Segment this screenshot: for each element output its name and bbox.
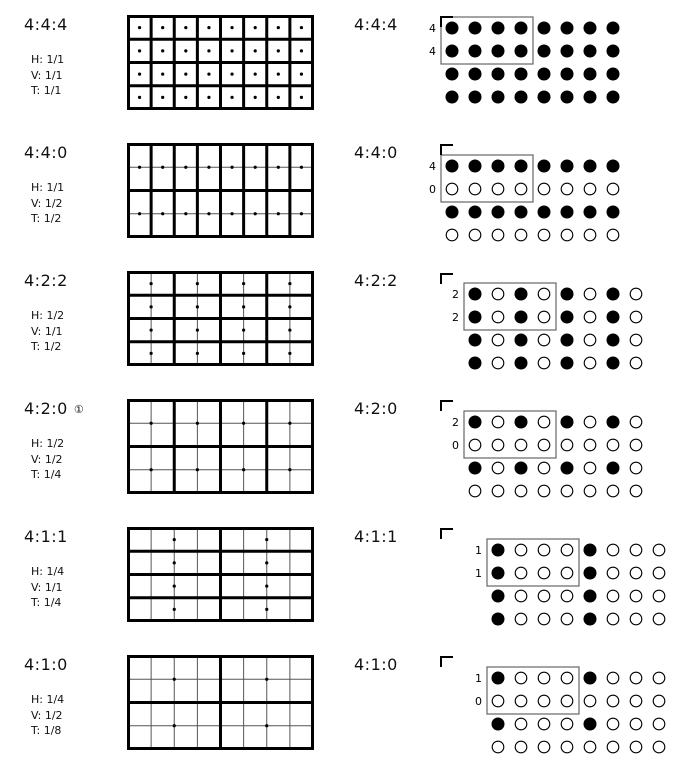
empty-sample-dot: [630, 567, 642, 579]
empty-sample-dot: [653, 613, 665, 625]
filled-sample-dot: [446, 91, 459, 104]
empty-sample-dot: [607, 672, 619, 684]
filled-sample-dot: [584, 160, 597, 173]
empty-sample-dot: [538, 718, 550, 730]
filled-sample-dot: [469, 288, 482, 301]
empty-sample-dot: [630, 672, 642, 684]
corner-mark: [441, 657, 453, 667]
empty-sample-dot: [469, 229, 481, 241]
filled-sample-dot: [607, 206, 620, 219]
row-label: 1: [475, 567, 482, 580]
empty-sample-dot: [561, 567, 573, 579]
empty-sample-dot: [584, 695, 596, 707]
filled-sample-dot: [469, 462, 482, 475]
sampling-pattern: [0, 655, 693, 765]
empty-sample-dot: [653, 718, 665, 730]
v-ratio: V: 1/1: [31, 580, 63, 594]
filled-sample-dot: [561, 45, 574, 58]
t-ratio: T: 1/2: [31, 212, 62, 225]
h-ratio: H: 1/2: [31, 309, 65, 322]
filled-sample-dot: [538, 22, 551, 35]
empty-sample-dot: [653, 567, 665, 579]
empty-sample-dot: [492, 288, 504, 300]
filled-sample-dot: [607, 160, 620, 173]
sampling-pattern: [0, 15, 693, 125]
empty-sample-dot: [538, 567, 550, 579]
filled-sample-dot: [584, 718, 597, 731]
scheme-name: 4:1:0: [24, 655, 68, 674]
filled-sample-dot: [492, 613, 505, 626]
empty-sample-dot: [584, 183, 596, 195]
empty-sample-dot: [538, 613, 550, 625]
empty-sample-dot: [653, 544, 665, 556]
scheme-section-420: [0, 399, 693, 527]
empty-sample-dot: [630, 334, 642, 346]
filled-sample-dot: [584, 672, 597, 685]
filled-sample-dot: [515, 334, 528, 347]
filled-sample-dot: [584, 206, 597, 219]
sampling-pattern: [0, 271, 693, 381]
filled-sample-dot: [446, 160, 459, 173]
empty-sample-dot: [561, 544, 573, 556]
filled-sample-dot: [469, 416, 482, 429]
empty-sample-dot: [561, 229, 573, 241]
filled-sample-dot: [584, 544, 597, 557]
empty-sample-dot: [561, 183, 573, 195]
empty-sample-dot: [515, 590, 527, 602]
empty-sample-dot: [561, 485, 573, 497]
empty-sample-dot: [538, 288, 550, 300]
v-ratio: V: 1/1: [31, 68, 63, 82]
pattern-title: 4:1:1: [354, 527, 398, 546]
empty-sample-dot: [515, 613, 527, 625]
filled-sample-dot: [469, 206, 482, 219]
sampling-pattern: [0, 143, 693, 253]
empty-sample-dot: [607, 741, 619, 753]
row-label: 2: [452, 311, 459, 324]
filled-sample-dot: [492, 68, 505, 81]
empty-sample-dot: [515, 229, 527, 241]
filled-sample-dot: [607, 22, 620, 35]
filled-sample-dot: [584, 613, 597, 626]
filled-sample-dot: [561, 206, 574, 219]
scheme-name: 4:4:0: [24, 143, 68, 162]
empty-sample-dot: [584, 741, 596, 753]
empty-sample-dot: [607, 229, 619, 241]
empty-sample-dot: [653, 695, 665, 707]
empty-sample-dot: [630, 357, 642, 369]
empty-sample-dot: [584, 288, 596, 300]
empty-sample-dot: [492, 741, 504, 753]
empty-sample-dot: [630, 485, 642, 497]
row-label: 2: [452, 416, 459, 429]
filled-sample-dot: [469, 357, 482, 370]
empty-sample-dot: [492, 695, 504, 707]
t-ratio: T: 1/4: [31, 468, 62, 481]
empty-sample-dot: [515, 485, 527, 497]
empty-sample-dot: [607, 613, 619, 625]
filled-sample-dot: [561, 22, 574, 35]
filled-sample-dot: [584, 45, 597, 58]
v-ratio: V: 1/2: [31, 196, 63, 210]
empty-sample-dot: [515, 544, 527, 556]
empty-sample-dot: [630, 718, 642, 730]
empty-sample-dot: [492, 485, 504, 497]
filled-sample-dot: [607, 462, 620, 475]
empty-sample-dot: [538, 544, 550, 556]
filled-sample-dot: [469, 22, 482, 35]
empty-sample-dot: [515, 439, 527, 451]
scheme-name: 4:4:4: [24, 15, 68, 34]
filled-sample-dot: [561, 462, 574, 475]
empty-sample-dot: [561, 590, 573, 602]
filled-sample-dot: [446, 68, 459, 81]
h-ratio: H: 1/4: [31, 565, 65, 578]
row-label: 4: [429, 160, 436, 173]
empty-sample-dot: [515, 718, 527, 730]
empty-sample-dot: [561, 672, 573, 684]
filled-sample-dot: [607, 45, 620, 58]
v-ratio: V: 1/1: [31, 324, 63, 338]
empty-sample-dot: [515, 695, 527, 707]
filled-sample-dot: [492, 206, 505, 219]
empty-sample-dot: [653, 672, 665, 684]
row-label: 0: [452, 439, 459, 452]
t-ratio: T: 1/4: [31, 596, 62, 609]
filled-sample-dot: [492, 91, 505, 104]
row-label: 2: [452, 288, 459, 301]
empty-sample-dot: [630, 544, 642, 556]
corner-mark: [441, 274, 453, 284]
filled-sample-dot: [492, 718, 505, 731]
empty-sample-dot: [492, 311, 504, 323]
filled-sample-dot: [538, 206, 551, 219]
filled-sample-dot: [607, 311, 620, 324]
filled-sample-dot: [469, 334, 482, 347]
filled-sample-dot: [492, 544, 505, 557]
empty-sample-dot: [492, 183, 504, 195]
empty-sample-dot: [492, 334, 504, 346]
sampling-pattern: [0, 527, 693, 637]
filled-sample-dot: [492, 590, 505, 603]
empty-sample-dot: [515, 183, 527, 195]
empty-sample-dot: [561, 718, 573, 730]
filled-sample-dot: [607, 68, 620, 81]
filled-sample-dot: [561, 288, 574, 301]
empty-sample-dot: [630, 695, 642, 707]
empty-sample-dot: [538, 462, 550, 474]
filled-sample-dot: [446, 45, 459, 58]
pattern-title: 4:2:0: [354, 399, 398, 418]
empty-sample-dot: [492, 357, 504, 369]
scheme-section-440: [0, 143, 693, 271]
filled-sample-dot: [607, 334, 620, 347]
filled-sample-dot: [607, 357, 620, 370]
empty-sample-dot: [492, 416, 504, 428]
filled-sample-dot: [492, 45, 505, 58]
empty-sample-dot: [584, 485, 596, 497]
empty-sample-dot: [538, 439, 550, 451]
scheme-name: 4:1:1: [24, 527, 68, 546]
scheme-name: 4:2:0: [24, 399, 68, 418]
scheme-section-422: [0, 271, 693, 399]
filled-sample-dot: [469, 45, 482, 58]
filled-sample-dot: [492, 160, 505, 173]
filled-sample-dot: [515, 68, 528, 81]
empty-sample-dot: [584, 462, 596, 474]
filled-sample-dot: [515, 311, 528, 324]
sampling-pattern: [0, 399, 693, 509]
h-ratio: H: 1/1: [31, 181, 65, 194]
row-label: 1: [475, 672, 482, 685]
empty-sample-dot: [630, 439, 642, 451]
empty-sample-dot: [538, 741, 550, 753]
filled-sample-dot: [492, 567, 505, 580]
empty-sample-dot: [446, 229, 458, 241]
filled-sample-dot: [561, 160, 574, 173]
filled-sample-dot: [561, 357, 574, 370]
row-label: 0: [475, 695, 482, 708]
empty-sample-dot: [607, 183, 619, 195]
t-ratio: T: 1/2: [31, 340, 62, 353]
empty-sample-dot: [538, 357, 550, 369]
empty-sample-dot: [653, 590, 665, 602]
filled-sample-dot: [561, 91, 574, 104]
t-ratio: T: 1/1: [31, 84, 62, 97]
pattern-title: 4:4:4: [354, 15, 398, 34]
empty-sample-dot: [584, 311, 596, 323]
empty-sample-dot: [630, 741, 642, 753]
empty-sample-dot: [538, 672, 550, 684]
v-ratio: V: 1/2: [31, 452, 63, 466]
empty-sample-dot: [607, 567, 619, 579]
filled-sample-dot: [607, 288, 620, 301]
empty-sample-dot: [607, 590, 619, 602]
filled-sample-dot: [469, 160, 482, 173]
filled-sample-dot: [446, 206, 459, 219]
scheme-section-411: [0, 527, 693, 655]
filled-sample-dot: [515, 416, 528, 429]
t-ratio: T: 1/8: [31, 724, 62, 737]
filled-sample-dot: [538, 45, 551, 58]
empty-sample-dot: [630, 416, 642, 428]
filled-sample-dot: [515, 91, 528, 104]
empty-sample-dot: [469, 485, 481, 497]
empty-sample-dot: [584, 357, 596, 369]
filled-sample-dot: [561, 416, 574, 429]
filled-sample-dot: [515, 206, 528, 219]
footnote-marker: ①: [73, 403, 85, 416]
empty-sample-dot: [653, 741, 665, 753]
filled-sample-dot: [446, 22, 459, 35]
empty-sample-dot: [538, 695, 550, 707]
empty-sample-dot: [607, 544, 619, 556]
empty-sample-dot: [607, 485, 619, 497]
empty-sample-dot: [561, 439, 573, 451]
empty-sample-dot: [469, 439, 481, 451]
scheme-name: 4:2:2: [24, 271, 68, 290]
empty-sample-dot: [630, 311, 642, 323]
pattern-title: 4:2:2: [354, 271, 398, 290]
empty-sample-dot: [561, 695, 573, 707]
filled-sample-dot: [584, 590, 597, 603]
h-ratio: H: 1/2: [31, 437, 65, 450]
filled-sample-dot: [584, 91, 597, 104]
empty-sample-dot: [538, 485, 550, 497]
filled-sample-dot: [607, 91, 620, 104]
row-label: 4: [429, 22, 436, 35]
row-label: 4: [429, 45, 436, 58]
empty-sample-dot: [630, 288, 642, 300]
corner-mark: [441, 529, 453, 539]
empty-sample-dot: [515, 741, 527, 753]
empty-sample-dot: [584, 229, 596, 241]
empty-sample-dot: [538, 416, 550, 428]
filled-sample-dot: [607, 416, 620, 429]
filled-sample-dot: [538, 160, 551, 173]
empty-sample-dot: [538, 334, 550, 346]
empty-sample-dot: [515, 672, 527, 684]
corner-mark: [441, 145, 453, 155]
h-ratio: H: 1/1: [31, 53, 65, 66]
filled-sample-dot: [469, 91, 482, 104]
empty-sample-dot: [492, 462, 504, 474]
empty-sample-dot: [584, 439, 596, 451]
empty-sample-dot: [630, 590, 642, 602]
filled-sample-dot: [561, 311, 574, 324]
row-label: 1: [475, 544, 482, 557]
filled-sample-dot: [515, 160, 528, 173]
empty-sample-dot: [469, 183, 481, 195]
empty-sample-dot: [607, 695, 619, 707]
empty-sample-dot: [561, 613, 573, 625]
row-label: 0: [429, 183, 436, 196]
filled-sample-dot: [492, 22, 505, 35]
filled-sample-dot: [515, 357, 528, 370]
filled-sample-dot: [538, 91, 551, 104]
empty-sample-dot: [538, 590, 550, 602]
h-ratio: H: 1/4: [31, 693, 65, 706]
empty-sample-dot: [446, 183, 458, 195]
filled-sample-dot: [561, 68, 574, 81]
pattern-title: 4:4:0: [354, 143, 398, 162]
empty-sample-dot: [630, 462, 642, 474]
filled-sample-dot: [584, 68, 597, 81]
filled-sample-dot: [515, 45, 528, 58]
filled-sample-dot: [492, 672, 505, 685]
empty-sample-dot: [584, 416, 596, 428]
scheme-section-410: [0, 655, 693, 783]
filled-sample-dot: [584, 22, 597, 35]
scheme-section-444: [0, 15, 693, 143]
filled-sample-dot: [469, 311, 482, 324]
empty-sample-dot: [607, 439, 619, 451]
v-ratio: V: 1/2: [31, 708, 63, 722]
empty-sample-dot: [538, 183, 550, 195]
corner-mark: [441, 401, 453, 411]
filled-sample-dot: [538, 68, 551, 81]
empty-sample-dot: [515, 567, 527, 579]
filled-sample-dot: [561, 334, 574, 347]
empty-sample-dot: [492, 439, 504, 451]
pattern-title: 4:1:0: [354, 655, 398, 674]
empty-sample-dot: [538, 229, 550, 241]
filled-sample-dot: [515, 22, 528, 35]
filled-sample-dot: [515, 462, 528, 475]
empty-sample-dot: [492, 229, 504, 241]
empty-sample-dot: [630, 613, 642, 625]
filled-sample-dot: [469, 68, 482, 81]
empty-sample-dot: [561, 741, 573, 753]
empty-sample-dot: [538, 311, 550, 323]
filled-sample-dot: [584, 567, 597, 580]
empty-sample-dot: [584, 334, 596, 346]
filled-sample-dot: [515, 288, 528, 301]
empty-sample-dot: [607, 718, 619, 730]
